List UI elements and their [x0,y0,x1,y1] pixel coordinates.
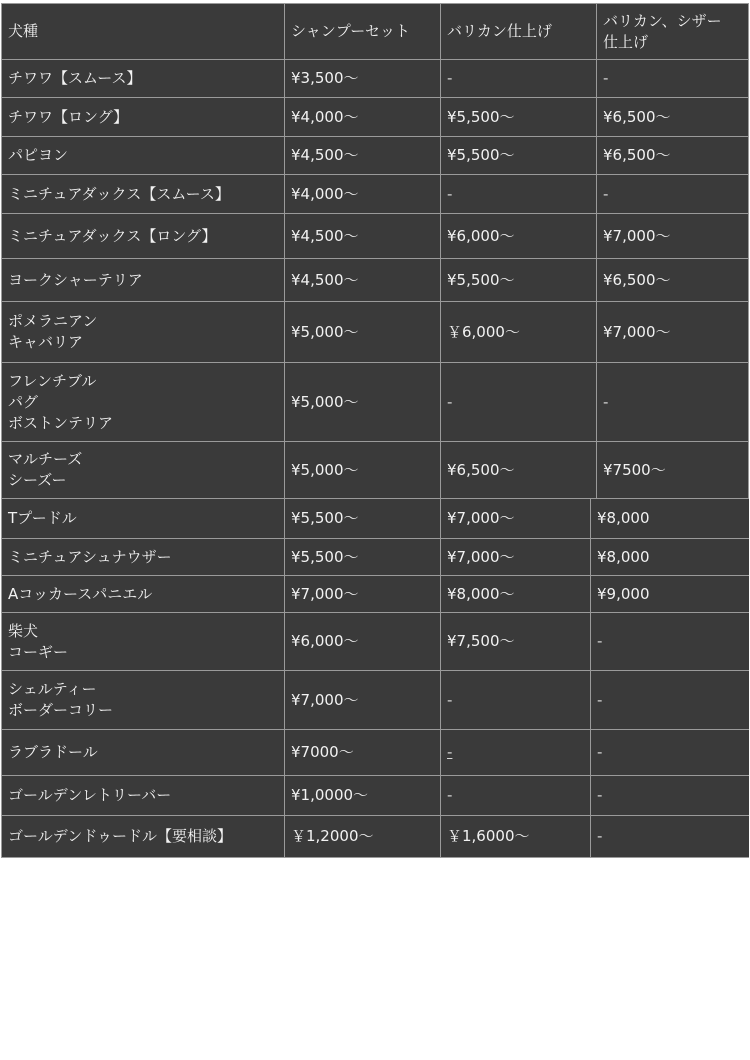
clipper-price: - [441,175,597,213]
clipper-scissor-price: ¥6,500〜 [597,259,749,301]
clipper-scissor-price: ¥8,000 [597,509,650,527]
breed-cell: ゴールデンレトリーバー [1,776,285,815]
clipper-price: ¥7,500〜 [441,613,591,670]
clipper-price: ¥7,000〜 [441,499,591,538]
breed-cell: ゴールデンドゥードル【要相談】 [1,816,285,857]
breed-cell: Aコッカースパニエル [1,576,285,612]
header-breed: 犬種 [1,4,285,59]
shampoo-price: ¥4,500〜 [285,137,441,174]
clipper-price: ￥1,6000〜 [441,816,591,857]
clipper-price: ¥5,500〜 [441,137,597,174]
clipper-price: ¥6,500〜 [441,442,597,498]
breed-cell: フレンチブル パグ ボストンテリア [1,363,285,441]
shampoo-price: ￥1,2000〜 [285,816,441,857]
breed-cell: マルチーズ シーズー [1,442,285,498]
shampoo-price: ¥1,0000〜 [285,776,441,815]
breed-cell: シェルティー ボーダーコリー [1,671,285,729]
table-row [1,175,749,214]
header-shampoo: シャンプーセット [285,4,441,59]
table-row [1,137,749,175]
clipper-scissor-price: ¥8,000 [597,547,650,566]
clipper-price: ¥5,500〜 [441,259,597,301]
clipper-price: - [441,730,591,775]
table-row [1,776,749,816]
clipper-scissor-price: ¥9,000 [597,584,650,603]
shampoo-price: ¥3,500〜 [285,60,441,97]
table-row [1,302,749,363]
breed-cell: チワワ【スムース】 [1,60,285,97]
breed-cell: ミニチュアダックス【ロング】 [1,214,285,258]
clipper-price: ¥6,000〜 [441,214,597,258]
table-row [1,98,749,137]
clipper-scissor-price: - [597,690,603,709]
shampoo-price: ¥7,000〜 [285,671,441,729]
clipper-scissor-price: - [597,60,749,97]
table-row [1,816,749,858]
shampoo-price: ¥5,000〜 [285,442,441,498]
shampoo-price: ¥4,000〜 [285,175,441,213]
table-row [1,613,749,671]
table-header-row [1,3,749,60]
clipper-scissor-price: - [597,827,603,845]
clipper-scissor-price: - [597,632,603,650]
breed-cell: ミニチュアシュナウザー [1,539,285,575]
clipper-scissor-price: ¥7,000〜 [597,302,749,362]
header-clipper-scissor: バリカン、シザー 仕上げ [597,4,749,59]
clipper-scissor-price: ¥6,500〜 [597,98,749,136]
table-row [1,442,749,499]
clipper-scissor-price: - [597,363,749,441]
clipper-scissor-price: ¥6,500〜 [597,137,749,174]
shampoo-price: ¥7000〜 [285,730,441,775]
clipper-scissor-price: - [597,743,603,761]
shampoo-price: ¥5,500〜 [285,499,441,538]
table-row [1,363,749,442]
price-table [1,3,749,858]
breed-cell: ポメラニアン キャバリア [1,302,285,362]
clipper-price: ¥5,500〜 [441,98,597,136]
table-row [1,730,749,776]
shampoo-price: ¥5,000〜 [285,363,441,441]
clipper-price: ¥8,000〜 [441,576,591,612]
table-row [1,259,749,302]
clipper-price: - [441,776,591,815]
table-row [1,499,749,539]
clipper-scissor-price: ¥7500〜 [597,442,749,498]
clipper-price: ￥6,000〜 [441,302,597,362]
clipper-price: - [441,363,597,441]
clipper-scissor-price: - [597,786,603,804]
table-row [1,576,749,613]
table-row [1,539,749,576]
shampoo-price: ¥4,000〜 [285,98,441,136]
breed-cell: 柴犬 コーギー [1,613,285,670]
shampoo-price: ¥4,500〜 [285,259,441,301]
clipper-price: ¥7,000〜 [441,539,591,575]
breed-cell: ミニチュアダックス【スムース】 [1,175,285,213]
table-row [1,214,749,259]
shampoo-price: ¥5,500〜 [285,539,441,575]
breed-cell: パピヨン [1,137,285,174]
clipper-price: - [441,671,591,729]
breed-cell: Tプードル [1,499,285,538]
clipper-price: - [441,60,597,97]
shampoo-price: ¥6,000〜 [285,613,441,670]
header-clipper: バリカン仕上げ [441,4,597,59]
shampoo-price: ¥7,000〜 [285,576,441,612]
shampoo-price: ¥4,500〜 [285,214,441,258]
breed-cell: ラブラドール [1,730,285,775]
clipper-scissor-price: ¥7,000〜 [597,214,749,258]
shampoo-price: ¥5,000〜 [285,302,441,362]
breed-cell: ヨークシャーテリア [1,259,285,301]
breed-cell: チワワ【ロング】 [1,98,285,136]
clipper-scissor-price: - [597,175,749,213]
table-row [1,60,749,98]
table-row [1,671,749,730]
